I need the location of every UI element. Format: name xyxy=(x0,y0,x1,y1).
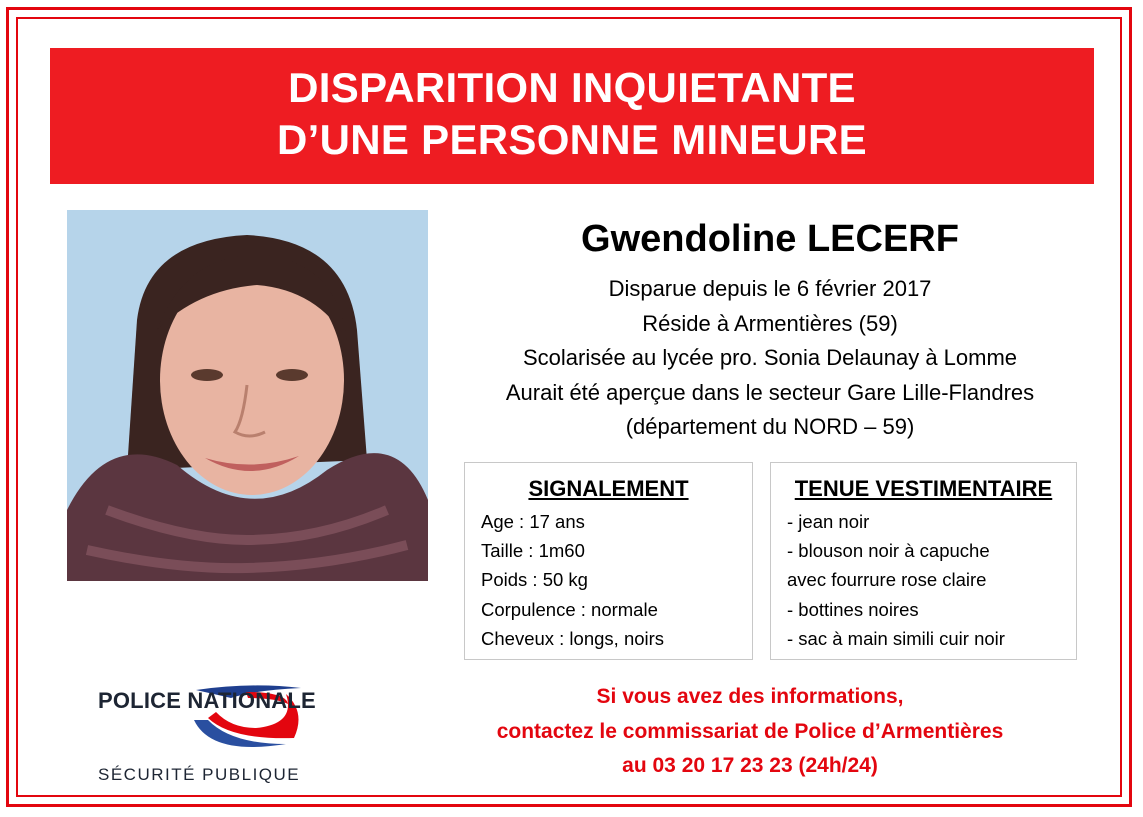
signalement-item: Cheveux : longs, noirs xyxy=(481,627,665,649)
signalement-item: Corpulence : normale xyxy=(481,598,658,620)
tenue-box xyxy=(770,462,1077,660)
logo-securite-publique-text: SÉCURITÉ PUBLIQUE xyxy=(98,765,301,784)
last-seen: Aurait été aperçue dans le secteur Gare Lille-Flandres xyxy=(505,379,1035,405)
signalement-item: Age : 17 ans xyxy=(481,511,585,532)
school: Scolarisée au lycée pro. Sonia Delaunay à Lomme xyxy=(522,345,1018,370)
tenue-item: - sac à main simili cuir noir xyxy=(787,627,1005,649)
title-line-2: D’UNE PERSONNE MINEURE xyxy=(276,116,867,163)
contact-info xyxy=(440,680,1060,784)
contact-line-2: contactez le commissariat de Police d’Armentières xyxy=(496,719,1004,743)
signalement-item: Taille : 1m60 xyxy=(481,540,585,562)
missing-person-photo xyxy=(67,210,428,581)
signalement-box xyxy=(464,462,753,660)
residence: Réside à Armentières (59) xyxy=(642,310,898,336)
person-details xyxy=(440,210,1100,445)
signalement-title: SIGNALEMENT xyxy=(528,476,689,501)
disappearance-date: Disparue depuis le 6 février 2017 xyxy=(608,276,932,301)
contact-line-1: Si vous avez des informations, xyxy=(596,685,904,708)
tenue-item: - bottines noires xyxy=(787,598,919,620)
tenue-title: TENUE VESTIMENTAIRE xyxy=(794,476,1053,501)
signalement-list xyxy=(465,507,752,653)
police-nationale-logo xyxy=(96,678,346,788)
signalement-item: Poids : 50 kg xyxy=(481,569,588,591)
tenue-item: - jean noir xyxy=(787,511,870,532)
title-line-1: DISPARITION INQUIETANTE xyxy=(288,64,856,111)
contact-phone: au 03 20 17 23 23 (24h/24) xyxy=(622,754,878,777)
person-name: Gwendoline LECERF xyxy=(581,218,959,260)
tenue-item: avec fourrure rose claire xyxy=(787,569,987,591)
tenue-item: - blouson noir à capuche xyxy=(787,540,990,562)
tenue-list xyxy=(771,507,1076,653)
title-banner xyxy=(50,48,1094,184)
logo-police-nationale-text: POLICE NATIONALE xyxy=(98,688,316,713)
department: (département du NORD – 59) xyxy=(625,414,915,439)
portrait-illustration xyxy=(67,210,428,581)
